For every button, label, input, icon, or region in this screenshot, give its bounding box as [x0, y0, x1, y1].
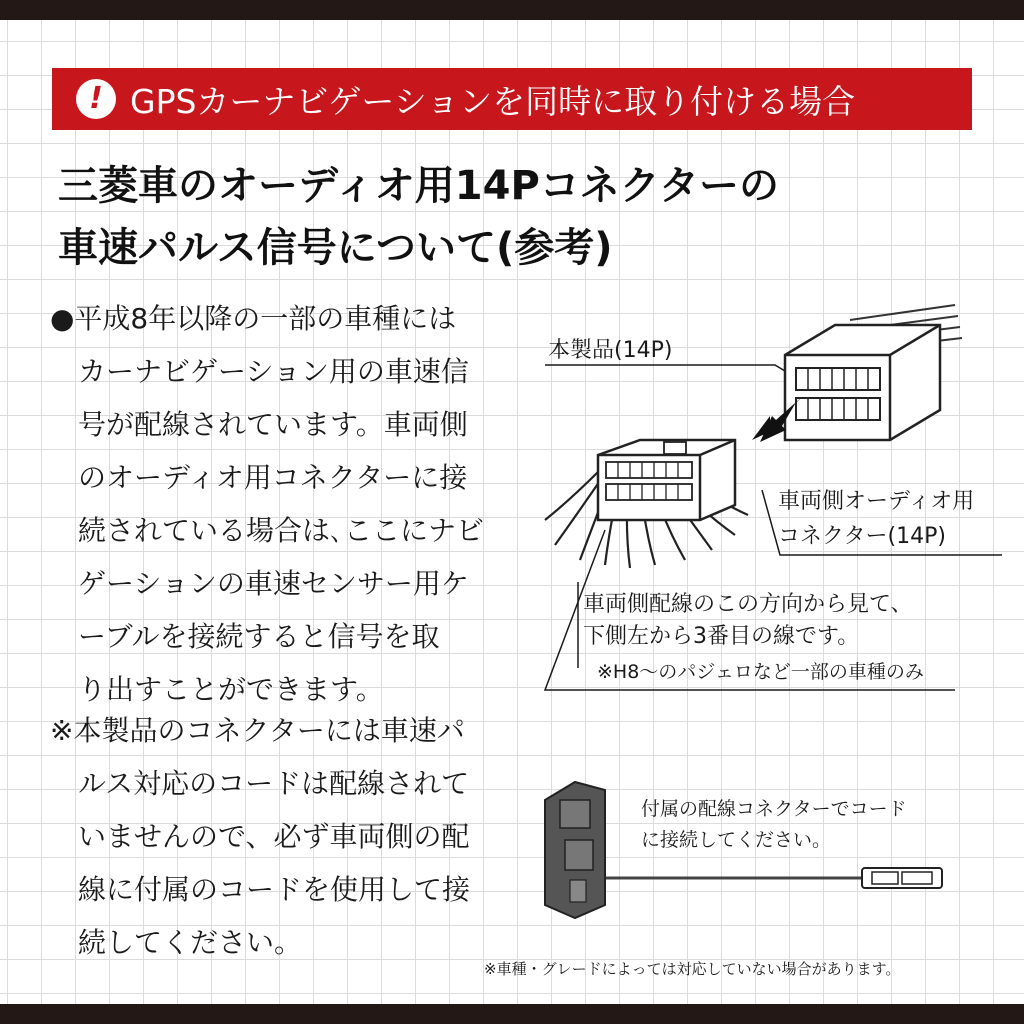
paragraph-line: 続されている場合は､ここにナビ	[50, 514, 485, 547]
banner-title: GPSカーナビゲーションを同時に取り付ける場合	[130, 81, 856, 121]
paragraph-line: カーナビゲーション用の車速信	[50, 355, 469, 388]
paragraph-line: いませんので、必ず車両側の配	[50, 820, 470, 853]
product-connector-label: 本製品(14P)	[548, 338, 673, 363]
paragraph-line: ーブルを接続すると信号を取	[50, 620, 440, 653]
paragraph-line: り出すことができます。	[50, 673, 384, 706]
paragraph-line: 号が配線されています。車両側	[50, 408, 468, 441]
paragraph-line: ※本製品のコネクターには車速パ	[50, 714, 465, 747]
wire-position-note-1: 車両側配線のこの方向から見て、	[583, 592, 913, 617]
bottom-border-bar	[0, 1004, 1024, 1024]
paragraph-line: 線に付属のコードを使用して接	[50, 873, 471, 906]
model-applicability-note: ※H8～のパジェロなど一部の車種のみ	[597, 661, 924, 683]
vehicle-connector-label-2: コネクター(14P)	[778, 524, 946, 549]
accessory-note-1: 付属の配線コネクターでコード	[641, 798, 907, 820]
paragraph-line: 続してください。	[50, 926, 303, 959]
heading-line-1: 三菱車のオーディオ用14Pコネクターの	[58, 163, 779, 209]
paragraph-line: ゲーションの車速センサー用ケ	[50, 567, 469, 600]
footnote: ※車種・グレードによっては対応していない場合があります。	[484, 960, 901, 978]
exclamation-mark: !	[89, 81, 103, 116]
paragraph-line: のオーディオ用コネクターに接	[50, 461, 468, 494]
vehicle-connector-14p	[545, 440, 748, 568]
paragraph-line: ルス対応のコードは配線されて	[50, 767, 470, 800]
product-connector-14p	[785, 305, 962, 440]
wire-position-note-2: 下側左から3番目の線です。	[583, 624, 860, 649]
accessory-note-2: に接続してください。	[641, 829, 832, 851]
vehicle-connector-label-1: 車両側オーディオ用	[778, 489, 975, 514]
paragraph-line: ●平成8年以降の一部の車種には	[50, 302, 457, 335]
heading-line-2: 車速パルス信号について(参考)	[58, 225, 613, 271]
